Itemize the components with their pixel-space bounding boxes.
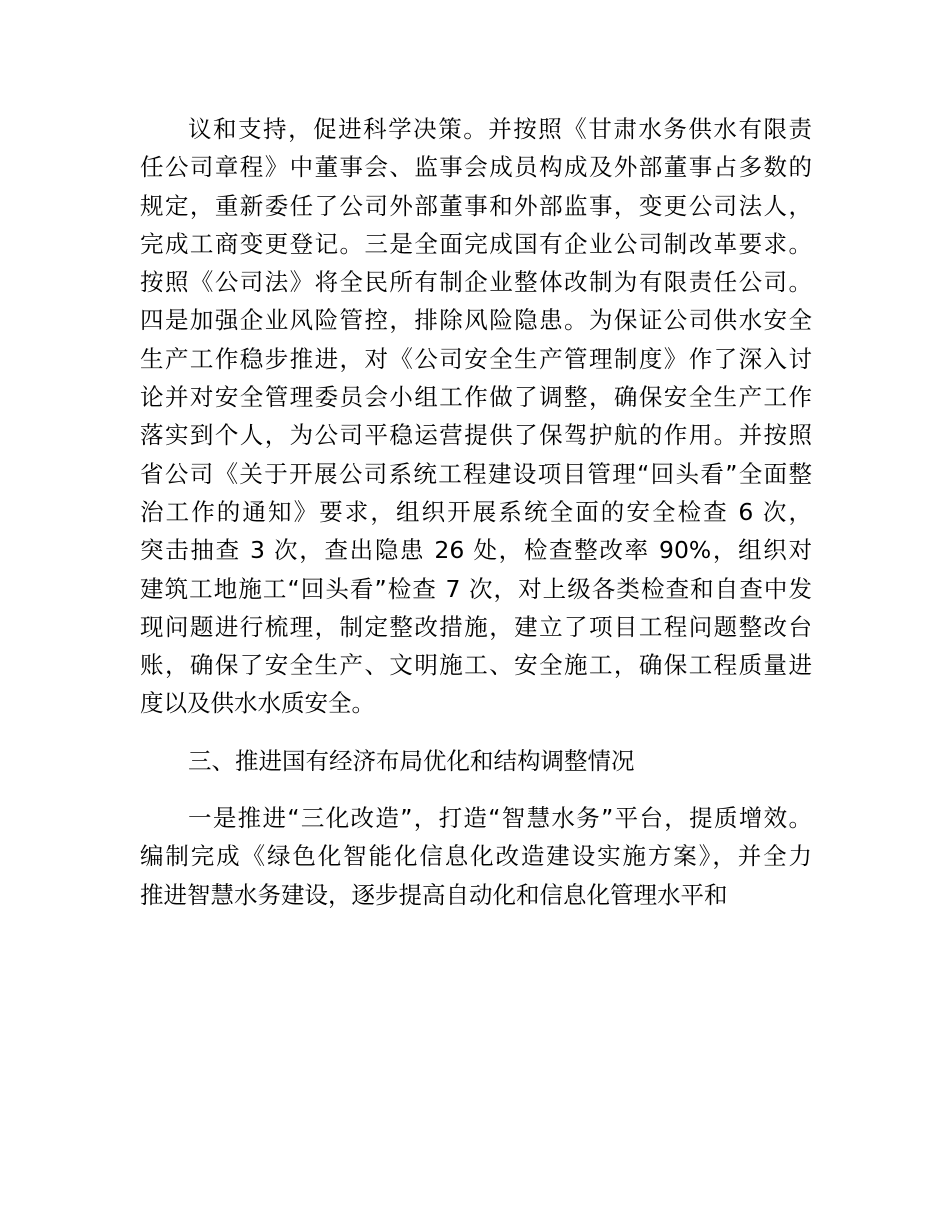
paragraph-line: 完成工商变更登记。三是全面完成国有企业公司制改革要求。 <box>140 229 812 258</box>
paragraph-line: 推进智慧水务建设，逐步提高自动化和信息化管理水平和 <box>140 880 728 909</box>
paragraph-line: 账，确保了安全生产、文明施工、安全施工，确保工程质量进 <box>140 651 812 680</box>
paragraph-line: 建筑工地施工“回头看”检查 7 次，对上级各类检查和自查中发 <box>140 574 812 603</box>
paragraph-line: 四是加强企业风险管控，排除风险隐患。为保证公司供水安全 <box>140 306 812 335</box>
paragraph-line: 现问题进行梳理，制定整改措施，建立了项目工程问题整改台 <box>140 612 812 641</box>
paragraph-line: 论并对安全管理委员会小组工作做了调整，确保安全生产工作 <box>140 383 812 412</box>
paragraph-line: 落实到个人，为公司平稳运营提供了保驾护航的作用。并按照 <box>140 421 812 450</box>
paragraph-line: 突击抽查 3 次，查出隐患 26 处，检查整改率 90%，组织对 <box>140 536 812 565</box>
body-text <box>140 110 812 914</box>
paragraph-line: 编制完成《绿色化智能化信息化改造建设实施方案》，并全力 <box>140 842 812 871</box>
paragraph-line: 议和支持，促进科学决策。并按照《甘肃水务供水有限责 <box>188 115 812 143</box>
paragraph-gap <box>140 723 812 742</box>
paragraph-line: 任公司章程》中董事会、监事会成员构成及外部董事占多数的 <box>140 153 812 182</box>
paragraph-gap <box>140 780 812 799</box>
paragraph-line: 治工作的通知》要求，组织开展系统全面的安全检查 6 次， <box>140 497 812 526</box>
paragraph-line: 规定，重新委任了公司外部董事和外部监事，变更公司法人， <box>140 191 812 220</box>
paragraph-line: 按照《公司法》将全民所有制企业整体改制为有限责任公司。 <box>140 268 812 297</box>
paragraph-line: 度以及供水水质安全。 <box>140 689 375 718</box>
paragraph-line: 生产工作稳步推进，对《公司安全生产管理制度》作了深入讨 <box>140 344 812 373</box>
section-heading: 三、推进国有经济布局优化和结构调整情况 <box>188 746 635 775</box>
paragraph-line: 一是推进“三化改造”，打造“智慧水务”平台，提质增效。 <box>188 804 812 833</box>
paragraph-line: 省公司《关于开展公司系统工程建设项目管理“回头看”全面整 <box>140 459 812 488</box>
